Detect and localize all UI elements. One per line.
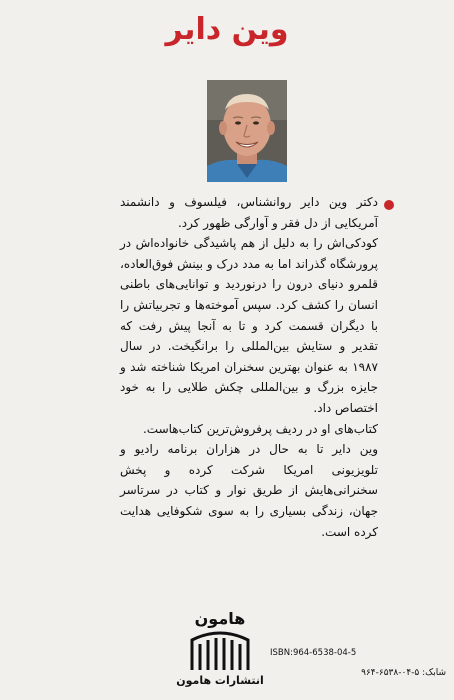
bio-paragraph: وین دایر تا به حال در هزاران برنامه رادیو و تلویزیونی امریکا شرکت کرده و پخش سخنرانی‌هایش از طریق نوار و کتاب در سرتاسر جهان، زندگی بسیاری را به سوی شکوفایی هدایت کرده است. xyxy=(120,442,378,539)
publisher-logo-text: هامون xyxy=(194,609,246,628)
author-photo xyxy=(207,80,287,182)
isbn-persian: شابک: ۵-۰۴-۶۵۳۸-۹۶۴ xyxy=(361,668,446,678)
isbn-latin: ISBN:964-6538-04-5 xyxy=(270,648,357,658)
bio-paragraph: کتاب‌های او در ردیف پرفروش‌ترین کتاب‌هاست. xyxy=(142,421,378,436)
bio-paragraph: کودکی‌اش را به دلیل از هم پاشیدگی خانواده‌اش در پرورشگاه گذراند اما به مدد درک و بینش فوق‌العاده، قلمرو دنیای درون را درنوردید و توانایی‌های باطنی انسان را کشف کرد. سپس آموخته‌ها و تجربیاتش را با دیگران قسمت کرد و تا به آنجا پیش رفت که تقدیر و ستایش بین‌المللی را برانگیخت. در سال ۱۹۸۷ به عنوان بهترین سخنران امریکا شناخته شد و جایزه بزرگ و بین‌المللی چکش طلایی را به خود اختصاص داد. xyxy=(120,236,378,415)
red-bullet-icon xyxy=(384,200,394,210)
bio-paragraph: دکتر وین دایر روانشناس، فیلسوف و دانشمند آمریکایی از دل فقر و آوارگی ظهور کرد. xyxy=(120,195,378,230)
book-author-title: وین دایر xyxy=(165,12,289,47)
publisher-name: انتشارات هامون xyxy=(176,674,264,687)
author-bio xyxy=(120,192,378,542)
